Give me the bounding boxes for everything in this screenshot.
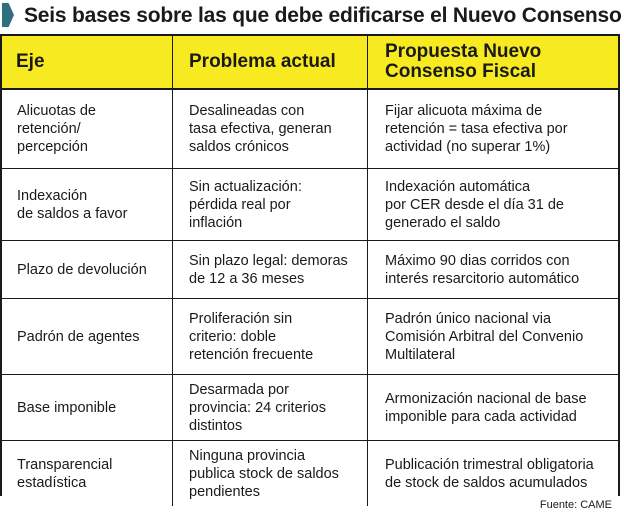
- title-arrow-icon: [2, 3, 14, 27]
- cell-propuesta: Padrón único nacional via Comisión Arbitral del Convenio Multilateral: [367, 299, 618, 374]
- cell-problema: Desalineadas con tasa efectiva, generan saldos crónicos: [172, 90, 367, 168]
- table-row: [2, 441, 618, 506]
- cell-propuesta: Indexación automática por CER desde el día 31 de generado el saldo: [367, 169, 618, 240]
- cell-problema: Sin actualización: pérdida real por inflación: [172, 169, 367, 240]
- header-eje: Eje: [16, 51, 45, 72]
- table-row: [2, 375, 618, 441]
- table-body: [2, 90, 618, 506]
- source-note: Fuente: CAME: [539, 499, 612, 511]
- cell-problema: Sin plazo legal: demoras de 12 a 36 meses: [172, 241, 367, 298]
- table-row: [2, 299, 618, 375]
- cell-propuesta: Armonización nacional de base imponible para cada actividad: [367, 375, 618, 440]
- cell-eje: Transparencial estadística: [17, 456, 113, 491]
- cell-eje: Base imponible: [17, 399, 117, 416]
- cell-propuesta: Fijar alicuota máxima de retención = tasa efectiva por actividad (no superar 1%): [367, 90, 618, 168]
- header-propuesta: Propuesta Nuevo Consenso Fiscal: [367, 36, 618, 88]
- cell-eje: Alicuotas de retención/ percepción: [17, 103, 96, 155]
- title-bar: [0, 0, 624, 34]
- cell-problema: Ninguna provincia publica stock de saldos pendientes: [172, 441, 367, 506]
- table-row: [2, 90, 618, 169]
- cell-problema: Desarmada por provincia: 24 criterios distintos: [172, 375, 367, 440]
- cell-problema: Proliferación sin criterio: doble retención frecuente: [172, 299, 367, 374]
- table-row: [2, 241, 618, 299]
- table-row: [2, 169, 618, 241]
- cell-eje: Plazo de devolución: [17, 261, 147, 278]
- cell-propuesta: Máximo 90 dias corridos con interés resarcitorio automático: [367, 241, 618, 298]
- cell-eje: Indexación de saldos a favor: [17, 187, 128, 222]
- header-problema: Problema actual: [172, 36, 367, 88]
- table-header: [2, 34, 618, 90]
- data-table: [0, 34, 620, 500]
- cell-propuesta: Publicación trimestral obligatoria de stock de saldos acumulados: [367, 441, 618, 506]
- cell-eje: Padrón de agentes: [17, 328, 140, 345]
- table-title: Seis bases sobre las que debe edificarse el Nuevo Consenso: [24, 4, 622, 27]
